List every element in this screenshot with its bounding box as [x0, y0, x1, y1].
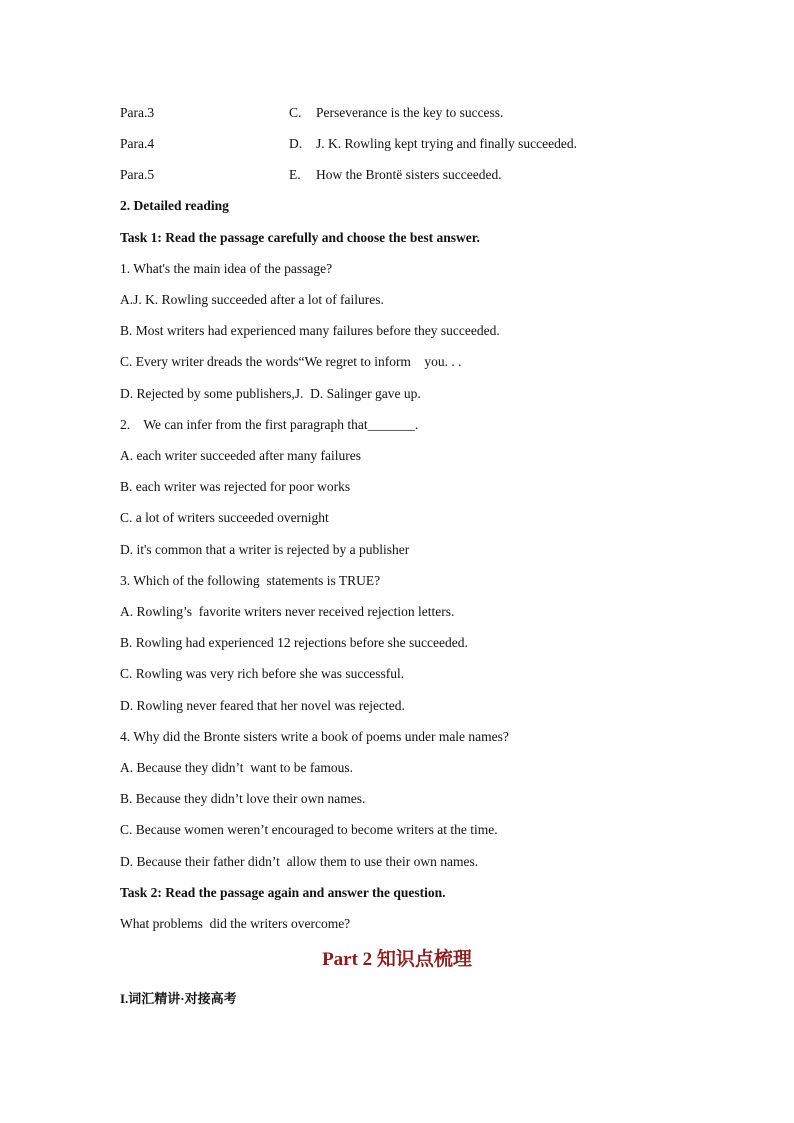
answer-option: D. it's common that a writer is rejected by a publisher — [120, 542, 410, 557]
detailed-reading-heading: 2. Detailed reading — [120, 198, 229, 213]
answer-option: C. Because women weren’t encouraged to become writers at the time. — [120, 822, 498, 837]
option-letter: D. — [289, 136, 303, 151]
option-text: Perseverance is the key to success. — [316, 105, 504, 120]
section-heading: I.词汇精讲·对接高考 — [120, 991, 237, 1006]
question-text: 3. Which of the following statements is TRUE? — [120, 573, 381, 588]
option-letter: C. — [289, 105, 302, 120]
answer-option: D. Because their father didn’t allow them to use their own names. — [120, 854, 479, 869]
answer-option: C. Rowling was very rich before she was successful. — [120, 666, 405, 681]
answer-option: A. Because they didn’t want to be famous. — [120, 760, 353, 775]
answer-option: B. each writer was rejected for poor works — [120, 479, 351, 494]
question-text: 4. Why did the Bronte sisters write a book of poems under male names? — [120, 729, 509, 744]
answer-option: A. each writer succeeded after many failures — [120, 448, 361, 463]
answer-option: D. Rejected by some publishers,J. D. Salinger gave up. — [120, 386, 421, 401]
matching-row — [120, 135, 680, 153]
task2-heading: Task 2: Read the passage again and answer the question. — [120, 885, 446, 900]
answer-option: C. a lot of writers succeeded overnight — [120, 510, 329, 525]
answer-option: C. Every writer dreads the words“We regret to inform you. . . — [120, 354, 462, 369]
question-text: 2. We can infer from the first paragraph that_______. — [120, 417, 419, 432]
matching-row — [120, 104, 680, 122]
para-label: Para.3 — [120, 105, 155, 120]
option-text: J. K. Rowling kept trying and finally succeeded. — [316, 136, 577, 151]
task1-heading: Task 1: Read the passage carefully and choose the best answer. — [120, 230, 480, 245]
task2-question: What problems did the writers overcome? — [120, 916, 351, 931]
matching-row — [120, 166, 680, 184]
option-text: How the Brontë sisters succeeded. — [316, 167, 502, 182]
para-label: Para.5 — [120, 167, 155, 182]
part-heading: Part 2 知识点梳理 — [322, 949, 472, 970]
para-label: Para.4 — [120, 136, 155, 151]
answer-option: A. Rowling’s favorite writers never received rejection letters. — [120, 604, 455, 619]
option-letter: E. — [289, 167, 301, 182]
question-text: 1. What's the main idea of the passage? — [120, 261, 333, 276]
answer-option: A.J. K. Rowling succeeded after a lot of failures. — [120, 292, 384, 307]
answer-option: B. Most writers had experienced many failures before they succeeded. — [120, 323, 500, 338]
answer-option: D. Rowling never feared that her novel was rejected. — [120, 698, 405, 713]
answer-option: B. Rowling had experienced 12 rejections before she succeeded. — [120, 635, 468, 650]
answer-option: B. Because they didn’t love their own names. — [120, 791, 366, 806]
